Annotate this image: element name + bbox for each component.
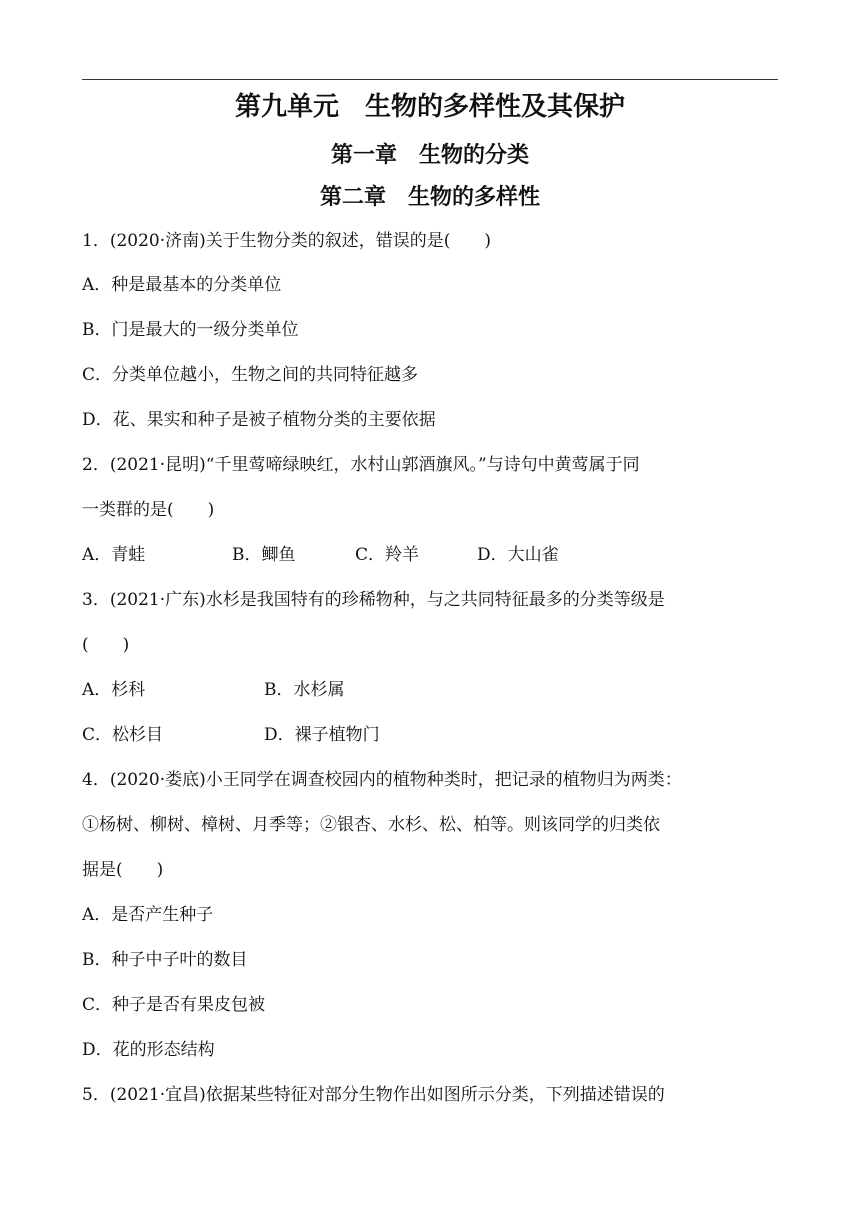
question-3-option-d: D．裸子植物门 xyxy=(264,725,380,745)
question-4-option-b: B．种子中子叶的数目 xyxy=(82,950,248,970)
question-4-option-c: C．种子是否有果皮包被 xyxy=(82,995,266,1015)
question-2-stem-line-2: 一类群的是( ) xyxy=(82,500,215,520)
question-4-option-a: A．是否产生种子 xyxy=(82,905,214,925)
question-2-option-d: D．大山雀 xyxy=(477,545,559,565)
question-3-stem-line-2: ( ) xyxy=(82,635,130,655)
question-3-option-c: C．松杉目 xyxy=(82,725,164,745)
question-1-option-a: A．种是最基本的分类单位 xyxy=(82,275,282,295)
question-2-option-b: B．鲫鱼 xyxy=(232,545,296,565)
unit-title: 第九单元 生物的多样性及其保护 xyxy=(234,92,625,122)
question-1-stem: 1．(2020·济南)关于生物分类的叙述，错误的是( ) xyxy=(82,231,492,251)
question-4-stem-line-3: 据是( ) xyxy=(82,860,164,880)
question-2-option-a: A．青蛙 xyxy=(82,545,146,565)
question-3-option-a: A．杉科 xyxy=(82,680,146,700)
question-1-option-b: B．门是最大的一级分类单位 xyxy=(82,320,299,340)
question-3-option-b: B．水杉属 xyxy=(264,680,345,700)
question-4-stem-line-2: ①杨树、柳树、樟树、月季等；②银杏、水杉、松、柏等。则该同学的归类依 xyxy=(82,815,660,835)
question-4-stem-line-1: 4．(2020·娄底)小王同学在调查校园内的植物种类时，把记录的植物归为两类： xyxy=(82,770,682,790)
chapter-title-1: 第一章 生物的分类 xyxy=(330,143,529,168)
question-1-option-c: C．分类单位越小，生物之间的共同特征越多 xyxy=(82,365,419,385)
chapter-title-2: 第二章 生物的多样性 xyxy=(319,185,540,210)
question-2-option-c: C．羚羊 xyxy=(355,545,420,565)
header-rule xyxy=(82,79,778,80)
question-1-option-d: D．花、果实和种子是被子植物分类的主要依据 xyxy=(82,410,436,430)
question-4-option-d: D．花的形态结构 xyxy=(82,1040,215,1060)
question-3-stem-line-1: 3．(2021·广东)水杉是我国特有的珍稀物种，与之共同特征最多的分类等级是 xyxy=(82,590,665,610)
question-2-stem-line-1: 2．(2021·昆明)“千里莺啼绿映红，水村山郭酒旗风。”与诗句中黄莺属于同 xyxy=(82,455,640,475)
question-5-stem-line-1: 5．(2021·宜昌)依据某些特征对部分生物作出如图所示分类，下列描述错误的 xyxy=(82,1085,665,1105)
